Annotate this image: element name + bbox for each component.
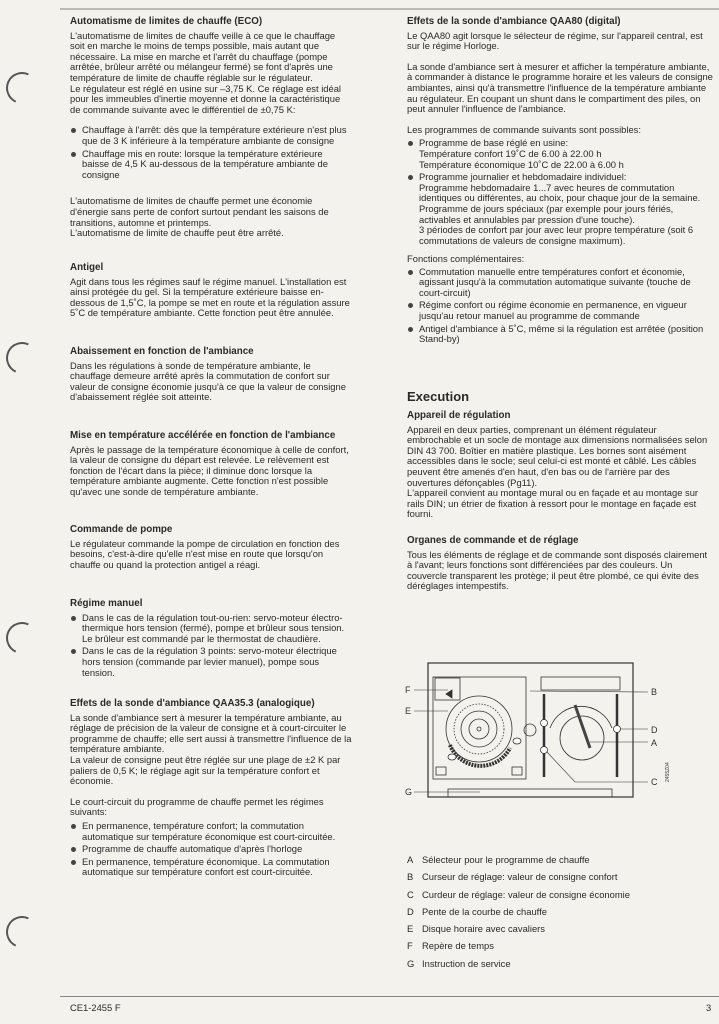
legend-item — [407, 854, 630, 871]
legend-key: B — [407, 871, 414, 883]
list-item — [407, 172, 713, 246]
section-title: Commande de pompe — [70, 524, 173, 535]
list-item: Chauffage mis en route: lorsque la température extérieure baisse de 4,5 K au-dessous de la température ambiante de consigne — [70, 149, 352, 181]
list-line: Température confort 19˚C de 6.00 à 22.00 h — [419, 147, 602, 159]
section-qaa35 — [70, 699, 352, 880]
list-line: Programme journalier et hebdomadaire individuel: — [419, 171, 627, 183]
diagram-legend — [407, 854, 630, 975]
binder-hole — [1, 617, 42, 658]
section-title: Effets de la sonde d'ambiance QAA35.3 (analogique) — [70, 698, 315, 709]
list-line: Température économique 10˚C de 22.00 à 6.00 h — [419, 158, 624, 170]
page-number: 3 — [706, 1002, 712, 1013]
legend-text: Sélecteur pour le programme de chauffe — [422, 854, 590, 865]
legend-key: E — [407, 923, 414, 935]
section-title: Organes de commande et de réglage — [407, 535, 579, 546]
list-item: En permanence, température économique. La commutation automatique sur température confort est court-circuitée. — [70, 857, 352, 878]
paragraph: La sonde d'ambiance sert à mesurer et afficher la température ambiante, à commander à distance le programme horaire et les valeurs de consigne ambiantes, ainsi qu'à transmettre l'influence de la température ambiante au régulateur. En coupant un shunt dans le compartiment des piles, on peut annuler l'influence de l'ambiance. — [407, 60, 713, 115]
section-antigel — [70, 263, 352, 319]
legend-item — [407, 906, 630, 923]
callout-a: A — [651, 738, 658, 748]
legend-text: Repère de temps — [422, 940, 494, 952]
time-marker-icon — [446, 690, 452, 698]
document-code: CE1-2455 F — [70, 1002, 121, 1013]
paragraph: Le régulateur est réglé en usine sur –3,75 K. Ce réglage est idéal pour les immeubles d'inertie moyenne et donne la caractéristique de commande suivante avec le différentiel de ±0,75 K: — [70, 82, 342, 115]
paragraph: La sonde d'ambiance sert à mesurer la température ambiante, au réglage de précision de la valeur de consigne et à court-circuiter le programme de chauffe; elle sert aussi à transmettre l'influence de la température ambiante. — [70, 711, 352, 755]
display-window — [541, 677, 620, 690]
list-line: Programme de jours spéciaux (par exemple pour jours fériés, activables et annulables par pression d'une touche). — [419, 202, 674, 225]
paragraph: L'automatisme de limites de chauffe veille à ce que le chauffage soit en marche le moins de temps possible, mais autant que nécessaire. La mise en marche et l'arrêt du chauffage (pompe arrêtée, brûleur arrêté ou mélangeur fermé) se font d'après une température de limite de chauffe réglable sur le régulateur. — [70, 29, 336, 83]
legend-item — [407, 871, 630, 888]
paragraph: Le régulateur commande la pompe de circulation en fonction des besoins, c'est-à-dire qu'elle n'est mise en route que lorsqu'on chauffe ou quand la protection antigel a réagi. — [70, 537, 340, 570]
heating-curve-knob — [614, 726, 621, 733]
legend-item — [407, 940, 630, 957]
paragraph: Le court-circuit du programme de chauffe permet les régimes suivants: — [70, 795, 324, 818]
section-title: Effets de la sonde d'ambiance QAA80 (digital) — [407, 16, 621, 27]
paragraph: Les programmes de commande suivants sont possibles: — [407, 123, 641, 135]
paragraph: Tous les éléments de réglage et de commande sont disposés clairement à l'avant; leurs fonctions sont différenciées par des couleurs. Un couvercle transparent les protège; il peut être plombé, ce qui évite des déréglages intempestifs. — [407, 548, 708, 592]
section-qaa80 — [407, 17, 713, 248]
binder-hole — [1, 67, 42, 108]
section-title: Mise en température accélérée en fonction de l'ambiance — [70, 430, 336, 441]
paragraph: Après le passage de la température économique à celle de confort, la valeur de consigne du départ est relevée. Le relèvement est fonction de l'écart dans la pièce; il diminue donc lorsque la température ambiante augmente. Cette fonction n'est possible qu'avec une sonde de température ambiante. — [70, 443, 349, 497]
legend-key: C — [407, 888, 414, 900]
economy-slider-knob — [541, 747, 548, 754]
legend-text: Disque horaire avec cavaliers — [422, 923, 545, 935]
legend-text: Curseur de réglage: valeur de consigne confort — [422, 871, 618, 883]
footer-rule — [60, 996, 719, 997]
section-appareil — [407, 411, 713, 520]
list-item: Chauffage à l'arrêt: dès que la température extérieure n'est plus que de 3 K inférieure à la température ambiante de consigne — [70, 125, 352, 146]
section-title: Régime manuel — [70, 598, 143, 609]
list-item: Régime confort ou régime économie en permanence, en vigueur jusqu'au retour manuel au programme de commande — [407, 300, 713, 321]
legend-text: Instruction de service — [422, 957, 511, 969]
legend-item — [407, 958, 630, 975]
section-title: Antigel — [70, 262, 104, 273]
callout-b: B — [651, 687, 658, 697]
list-item: Antigel d'ambiance à 5˚C, même si la régulation est arrêtée (position Stand-by) — [407, 324, 713, 345]
legend-key: G — [407, 957, 415, 969]
section-title: Abaissement en fonction de l'ambiance — [70, 346, 254, 357]
legend-item — [407, 923, 630, 940]
paragraph: L'appareil convient au montage mural ou en façade et au montage sur rails DIN; un étrier de fixation à ressort pour le montage en façade est fourni. — [407, 487, 699, 520]
comfort-slider-knob — [541, 720, 548, 727]
section-title: Appareil de régulation — [407, 410, 511, 421]
section-title: Automatisme de limites de chauffe (ECO) — [70, 16, 263, 27]
legend-key: A — [407, 854, 414, 865]
section-regime-manuel — [70, 599, 352, 680]
list-line: Programme de base réglé en usine: — [419, 137, 569, 149]
binder-hole — [1, 911, 42, 952]
legend-key: F — [407, 940, 413, 952]
paragraph: Fonctions complémentaires: — [407, 253, 525, 264]
paragraph: Agit dans tous les régimes sauf le régime manuel. L'installation est ainsi protégée du gel. Si la température extérieure baisse en-dessous de 1,5˚C, la pompe se met en route et la régulation assure 5˚C de température ambiante. Cette fonction peut être annulée. — [70, 275, 350, 319]
list-item: Programme de chauffe automatique d'après l'horloge — [70, 844, 352, 855]
callout-g: G — [405, 787, 413, 797]
list-item: Dans le cas de la régulation tout-ou-rien: servo-moteur électro-thermique hors tension (fermé), pompe et brûleur sous tension. Le brûleur est commandé par le thermostat de chaudière. — [70, 613, 352, 645]
callout-f: F — [405, 685, 411, 695]
legend-text: Curdeur de réglage: valeur de consigne économie — [422, 888, 630, 900]
section-organes — [407, 536, 713, 592]
section-fonctions — [407, 254, 713, 347]
legend-key: D — [407, 905, 414, 917]
paragraph: L'automatisme de limites de chauffe permet une économie d'énergie sans perte de confort surtout pendant les saisons de transitions, automne et printemps. — [70, 195, 329, 228]
paragraph: Le QAA80 agit lorsque le sélecteur de régime, sur l'appareil central, est sur le régime Horloge. — [407, 29, 703, 52]
switch-icon — [436, 767, 446, 775]
section-eco — [70, 17, 352, 239]
callout-c: C — [651, 777, 658, 787]
section-abaissement — [70, 347, 352, 403]
time-mark-window — [435, 678, 460, 700]
list-line: 3 périodes de confort par jour avec leur propre température (soit 6 commutations de valeurs de consigne maximum). — [419, 224, 694, 246]
legend-item — [407, 889, 630, 906]
list-item: Commutation manuelle entre températures confort et économie, agissant jusqu'à la commutation automatique suivante (touche de court-circuit) — [407, 267, 713, 299]
rider-icon — [513, 738, 521, 744]
switch-icon — [512, 767, 522, 775]
legend-text: Pente de la courbe de chauffe — [422, 905, 547, 917]
list-line: Programme hebdomadaire 1...7 avec heures de commutation identiques ou différentes, au choix, pour chaque jour de la semaine. — [419, 181, 701, 204]
top-rule — [60, 8, 719, 10]
paragraph: Appareil en deux parties, comprenant un élément régulateur embrochable et un socle de montage aux dimensions normalisées selon DIN 43 700. Boîtier en matière plastique. Les bornes sont aisément accessibles dans le socle; seul celui-ci est monté et câblé. Les câbles peuvent être amenés d'en haut, d'en bas ou de l'arrière par des ouvertures défonçables (Pg11). — [407, 423, 708, 488]
section-commande-pompe — [70, 525, 352, 570]
paragraph: La valeur de consigne peut être réglée sur une plage de ±2 K par paliers de 0,5 K; le réglage agit sur la température confort et économie. — [70, 753, 341, 787]
callout-e: E — [405, 706, 412, 716]
paragraph: Dans les régulations à sonde de température ambiante, le chauffage demeure arrêté après la commutation de confort sur valeur de consigne économie jusqu'à ce que la valeur de consigne d'abaissement réglée soit atteinte. — [70, 359, 346, 403]
selector-pointer — [575, 705, 590, 748]
controller-diagram — [400, 660, 700, 800]
paragraph: L'automatisme de limite de chauffe peut être arrêté. — [70, 227, 284, 239]
list-item: Dans le cas de la régulation 3 points: servo-moteur électrique hors tension (commande par levier manuel), pompe sous tension. — [70, 646, 352, 678]
list-item — [407, 138, 713, 170]
figure-code: 2455Z04 — [665, 762, 671, 782]
binder-hole — [1, 337, 42, 378]
callout-d: D — [651, 725, 658, 735]
instruction-card — [448, 789, 612, 797]
list-item: En permanence, température confort; la commutation automatique sur température économique est court-circuitée. — [70, 821, 352, 842]
rider-icon — [448, 754, 456, 760]
section-mise-en-temperature — [70, 431, 352, 498]
execution-heading: Execution — [407, 389, 470, 404]
